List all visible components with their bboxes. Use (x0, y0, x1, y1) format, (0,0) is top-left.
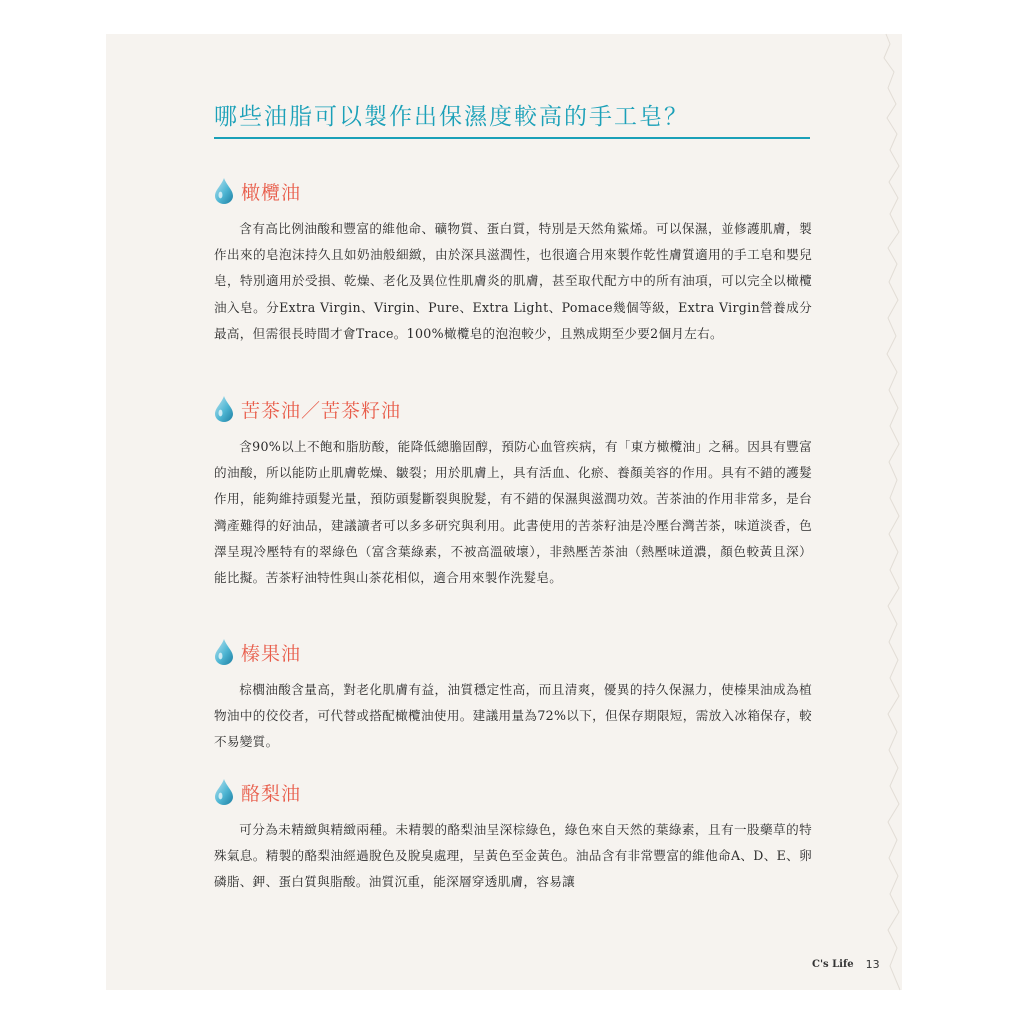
section-heading-text: 橄欖油 (241, 181, 302, 204)
section-heading (212, 777, 812, 807)
section-heading (212, 176, 812, 206)
page-footer (812, 958, 880, 971)
page-number: 13 (865, 958, 880, 971)
brand-logo: C's Life (812, 959, 854, 970)
water-drop-icon (212, 177, 236, 205)
section-body (212, 216, 812, 347)
section-body (212, 677, 812, 756)
section-heading (212, 394, 812, 424)
section-paragraph: 含有高比例油酸和豐富的維他命、礦物質、蛋白質，特別是天然角鯊烯。可以保濕，並修護肌膚，製作出來的皂泡沫持久且如奶油般細緻，由於深具滋潤性，也很適合用來製作乾性膚質適用的手工皂和嬰兒皂，特別適用於受損、乾燥、老化及異位性肌膚炎的肌膚，甚至取代配方中的所有油項，可以完全以橄欖油入皂。分Extra Virgin、Virgin、Pure、Extra Light、Pomace幾個等級，Extra Virgin營養成分最高，但需很長時間才會Trace。100%橄欖皂的泡泡較少，且熟成期至少要2個月左右。 (214, 221, 812, 341)
section-paragraph: 可分為未精緻與精緻兩種。未精製的酪梨油呈深棕綠色，綠色來自天然的葉綠素，且有一股藥草的特殊氣息。精製的酪梨油經過脫色及脫臭處理，呈黃色至金黃色。油品含有非常豐富的維他命A、D、E、卵磷脂、鉀、蛋白質與脂酸。油質沉重，能深層穿透肌膚，容易讓 (214, 822, 812, 890)
section-heading-text: 榛果油 (241, 642, 302, 665)
section-heading-text: 苦茶油／苦茶籽油 (241, 399, 402, 422)
section-olive-oil (212, 176, 812, 347)
water-drop-icon (212, 395, 236, 423)
page-title: 哪些油脂可以製作出保濕度較高的手工皂？ (214, 104, 689, 130)
section-heading (212, 637, 812, 667)
title-underline (214, 137, 810, 139)
section-heading-text: 酪梨油 (241, 782, 302, 805)
section-hazelnut-oil (212, 637, 812, 756)
section-camellia-oil (212, 394, 812, 591)
water-drop-icon (212, 778, 236, 806)
section-paragraph: 含90%以上不飽和脂肪酸，能降低總膽固醇，預防心血管疾病，有「東方橄欖油」之稱。因具有豐富的油酸，所以能防止肌膚乾燥、皺裂；用於肌膚上，具有活血、化瘀、養顏美容的作用。具有不錯的護髮作用，能夠維持頭髮光量，預防頭髮斷裂與脫髮，有不錯的保濕與滋潤功效。苦茶油的作用非常多，是台灣產難得的好油品，建議讀者可以多多研究與利用。此書使用的苦茶籽油是冷壓台灣苦茶，味道淡香，色澤呈現冷壓特有的翠綠色（富含葉綠素，不被高溫破壞），非熱壓苦茶油（熱壓味道濃，顏色較黃且深）能比擬。苦茶籽油特性與山茶花相似，適合用來製作洗髮皂。 (214, 439, 812, 586)
section-body (212, 817, 812, 896)
section-avocado-oil (212, 777, 812, 896)
water-drop-icon (212, 638, 236, 666)
section-paragraph: 棕櫚油酸含量高，對老化肌膚有益，油質穩定性高，而且清爽，優異的持久保濕力，使榛果油成為植物油中的佼佼者，可代替或搭配橄欖油使用。建議用量為72%以下，但保存期限短，需放入冰箱保存，較不易變質。 (214, 682, 812, 750)
section-body (212, 434, 812, 591)
